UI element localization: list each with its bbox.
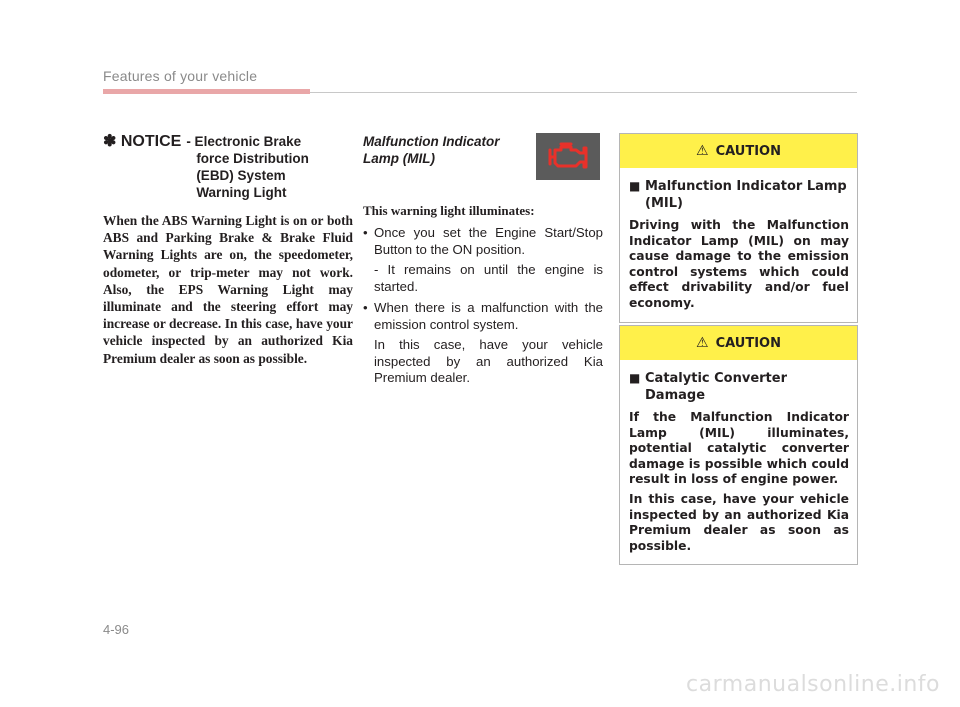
header-accent-rule — [103, 89, 310, 94]
caution-box-mil — [619, 133, 858, 323]
caution-header: ⚠ CAUTION — [620, 134, 857, 168]
caution-text: If the Malfunction Indicator Lamp (MIL) illuminates, potential catalytic converter damage is possible which could result in loss of engine power. — [629, 410, 849, 487]
caution-box-catalytic — [619, 325, 858, 565]
notice-symbol-icon: ✽ — [103, 133, 117, 150]
mil-section — [363, 133, 603, 387]
list-item-note: In this case, have your vehicle inspected by an authorized Kia Premium dealer. — [374, 337, 603, 385]
notice-body: When the ABS Warning Light is on or both ABS and Parking Brake & Brake Fluid Warning Lights are on, the speedometer, odometer, or trip-meter may not work. Also, the EPS Warning Light may illuminate and the steering effort may increase or decrease. In this case, have your vehicle inspected by an authorized Kia Premium dealer as soon as possible. — [103, 213, 353, 366]
mil-bullet-list — [363, 225, 603, 387]
page-number: 4-96 — [103, 622, 130, 637]
section-title: Features of your vehicle — [103, 68, 258, 84]
caution-text: In this case, have your vehicle inspected by an authorized Kia Premium dealer as soon as possible. — [629, 491, 849, 553]
list-item-note: - It remains on until the engine is started. — [374, 262, 603, 294]
caution-subtitle: ■ Catalytic Converter Damage — [629, 371, 788, 403]
mil-intro: This warning light illuminates: — [363, 203, 535, 218]
caution-text: Driving with the Malfunction Indicator Lamp (MIL) on may cause damage to the emission control systems which could effect drivability and/or fuel economy. — [629, 218, 849, 310]
warning-triangle-icon: ⚠ — [696, 143, 709, 159]
notice-label: ✽ NOTICE — [103, 133, 182, 150]
mil-title: Malfunction Indicator Lamp (MIL) — [363, 134, 500, 166]
notice-title: - Electronic Brake force Distribution (EBD) System Warning Light — [186, 134, 309, 200]
square-bullet-icon: ■ — [629, 371, 641, 385]
check-engine-icon — [536, 133, 600, 180]
list-item: • When there is a malfunction with the emission control system. — [363, 300, 603, 332]
caution-subtitle: ■ Malfunction Indicator Lamp (MIL) — [629, 179, 847, 211]
watermark: carmanualsonline.info — [686, 672, 940, 697]
header-rule — [310, 92, 857, 93]
list-item: • Once you set the Engine Start/Stop Button to the ON position. — [363, 225, 603, 257]
notice-section — [103, 133, 353, 367]
caution-header: ⚠ CAUTION — [620, 326, 857, 360]
square-bullet-icon: ■ — [629, 179, 641, 193]
warning-triangle-icon: ⚠ — [696, 335, 709, 351]
